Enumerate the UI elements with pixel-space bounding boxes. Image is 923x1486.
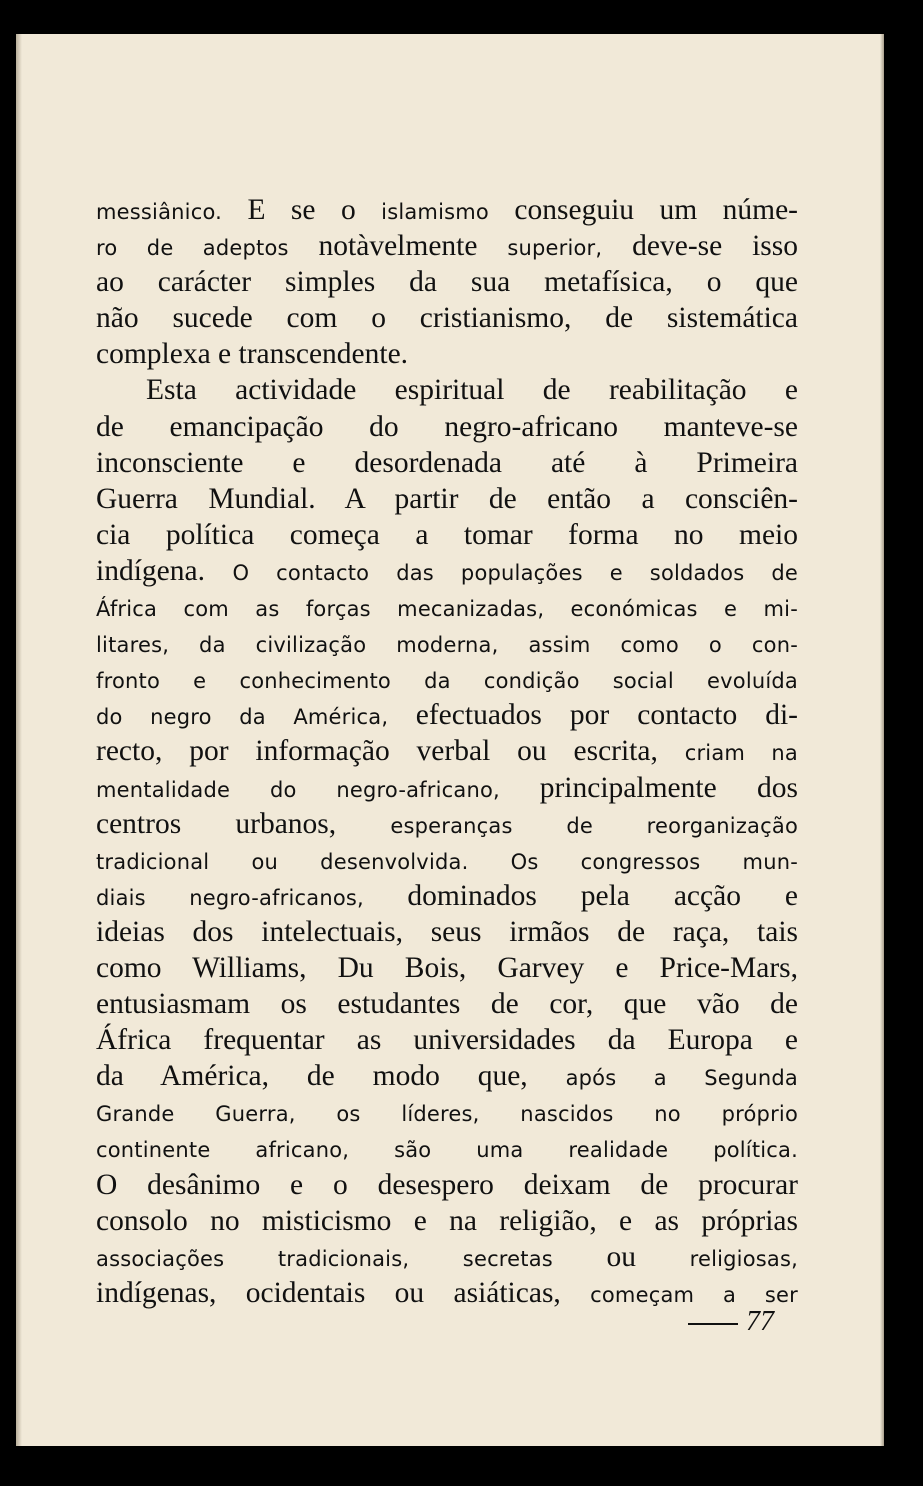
page-spine-edge bbox=[16, 34, 22, 1446]
text-line bbox=[96, 914, 798, 950]
text-line bbox=[96, 1058, 798, 1094]
text-segment: entusiasmam os estudantes de cor, que vão de bbox=[96, 988, 798, 1021]
text-segment: complexa e transcendente. bbox=[96, 338, 409, 371]
text-segment: religiosas, bbox=[636, 1246, 798, 1271]
text-line bbox=[96, 553, 798, 589]
text-segment: tradicional ou desenvolvida. Os congressos mun- bbox=[96, 849, 798, 874]
text-line bbox=[96, 409, 798, 445]
text-segment: África frequentar as universidades da Europa e bbox=[96, 1024, 798, 1057]
text-line bbox=[96, 445, 798, 481]
text-line bbox=[96, 1203, 798, 1239]
page-number bbox=[688, 1306, 774, 1338]
text-segment: ou bbox=[606, 1240, 637, 1273]
text-line bbox=[96, 1167, 798, 1203]
text-segment: criam na bbox=[684, 741, 798, 766]
text-segment: islamismo bbox=[381, 200, 489, 224]
text-line bbox=[96, 697, 798, 733]
text-segment: efectuados por contacto di- bbox=[415, 699, 798, 732]
text-line bbox=[96, 842, 798, 878]
text-segment: Guerra Mundial. A partir de então a consciên- bbox=[96, 482, 798, 515]
text-segment: após a Segunda bbox=[565, 1066, 799, 1091]
text-line bbox=[96, 192, 798, 228]
text-line bbox=[96, 481, 798, 517]
text-segment: consolo no misticismo e na religião, e as próprias bbox=[96, 1204, 798, 1237]
text-segment: cia política começa a tomar forma no meio bbox=[96, 518, 798, 551]
text-line bbox=[96, 878, 798, 914]
text-segment: superior, bbox=[507, 236, 603, 261]
text-line bbox=[96, 661, 798, 697]
text-segment: de emancipação do negro-africano manteve-se bbox=[96, 410, 798, 443]
text-line bbox=[96, 589, 798, 625]
text-line bbox=[96, 1094, 798, 1130]
text-segment: mentalidade do negro-africano, bbox=[96, 777, 540, 802]
body-text bbox=[96, 192, 798, 1311]
text-segment: não sucede com o cristianismo, de sistemática bbox=[96, 302, 798, 335]
text-line bbox=[96, 300, 798, 336]
text-line bbox=[96, 806, 798, 842]
text-line bbox=[96, 264, 798, 300]
text-segment: messiânico. bbox=[96, 200, 223, 224]
text-segment: continente africano, são uma realidade política. bbox=[96, 1138, 798, 1163]
page-number-value: 77 bbox=[746, 1306, 774, 1337]
text-segment: Esta actividade espiritual de reabilitação e bbox=[146, 374, 798, 407]
text-segment: dominados pela acção e bbox=[407, 879, 798, 912]
text-line bbox=[96, 986, 798, 1022]
text-line bbox=[96, 1239, 798, 1275]
text-segment: ao carácter simples da sua metafísica, o que bbox=[96, 266, 798, 299]
page-number-rule bbox=[688, 1323, 738, 1325]
text-segment: O contacto das populações e soldados de bbox=[232, 560, 798, 585]
book-page bbox=[16, 34, 884, 1446]
text-segment: começam a ser bbox=[590, 1282, 798, 1307]
text-segment: associações tradicionais, secretas bbox=[96, 1246, 607, 1271]
text-segment: ideias dos intelectuais, seus irmãos de raça, tais bbox=[96, 915, 798, 948]
text-segment: esperanças de reorganização bbox=[390, 813, 798, 838]
text-segment: indígenas, ocidentais ou asiáticas, bbox=[96, 1276, 591, 1309]
text-line bbox=[96, 336, 798, 372]
text-segment: do negro da América, bbox=[96, 705, 416, 730]
text-line bbox=[96, 1130, 798, 1166]
text-segment: notàvelmente bbox=[288, 230, 508, 263]
text-segment: indígena. bbox=[96, 554, 233, 587]
text-segment: como Williams, Du Bois, Garvey e Price-Mars, bbox=[96, 951, 798, 984]
text-segment: O desânimo e o desespero deixam de procurar bbox=[96, 1168, 798, 1201]
text-segment: Grande Guerra, os líderes, nascidos no próprio bbox=[96, 1102, 798, 1127]
text-line bbox=[96, 228, 798, 264]
text-line bbox=[96, 733, 798, 769]
text-segment: da América, de modo que, bbox=[96, 1060, 566, 1093]
text-segment: litares, da civilização moderna, assim como o con- bbox=[96, 633, 798, 658]
text-line bbox=[96, 770, 798, 806]
text-segment: recto, por informação verbal ou escrita, bbox=[96, 735, 685, 768]
text-line bbox=[96, 950, 798, 986]
text-segment: deve-se isso bbox=[602, 230, 798, 263]
text-segment: conseguiu um núme- bbox=[488, 194, 798, 226]
text-segment: ro de adeptos bbox=[96, 236, 289, 261]
text-segment: África com as forças mecanizadas, económicas e mi- bbox=[96, 597, 798, 622]
text-line bbox=[96, 1022, 798, 1058]
text-segment: principalmente dos bbox=[539, 771, 798, 804]
text-segment: fronto e conhecimento da condição social evoluída bbox=[96, 669, 798, 694]
text-segment: E se o bbox=[222, 194, 382, 226]
text-segment: centros urbanos, bbox=[96, 807, 391, 840]
text-segment: inconsciente e desordenada até à Primeira bbox=[96, 446, 798, 479]
page-right-edge bbox=[880, 34, 884, 1446]
text-line bbox=[96, 372, 798, 408]
text-line bbox=[96, 625, 798, 661]
text-segment: diais negro-africanos, bbox=[96, 885, 408, 910]
text-line bbox=[96, 517, 798, 553]
